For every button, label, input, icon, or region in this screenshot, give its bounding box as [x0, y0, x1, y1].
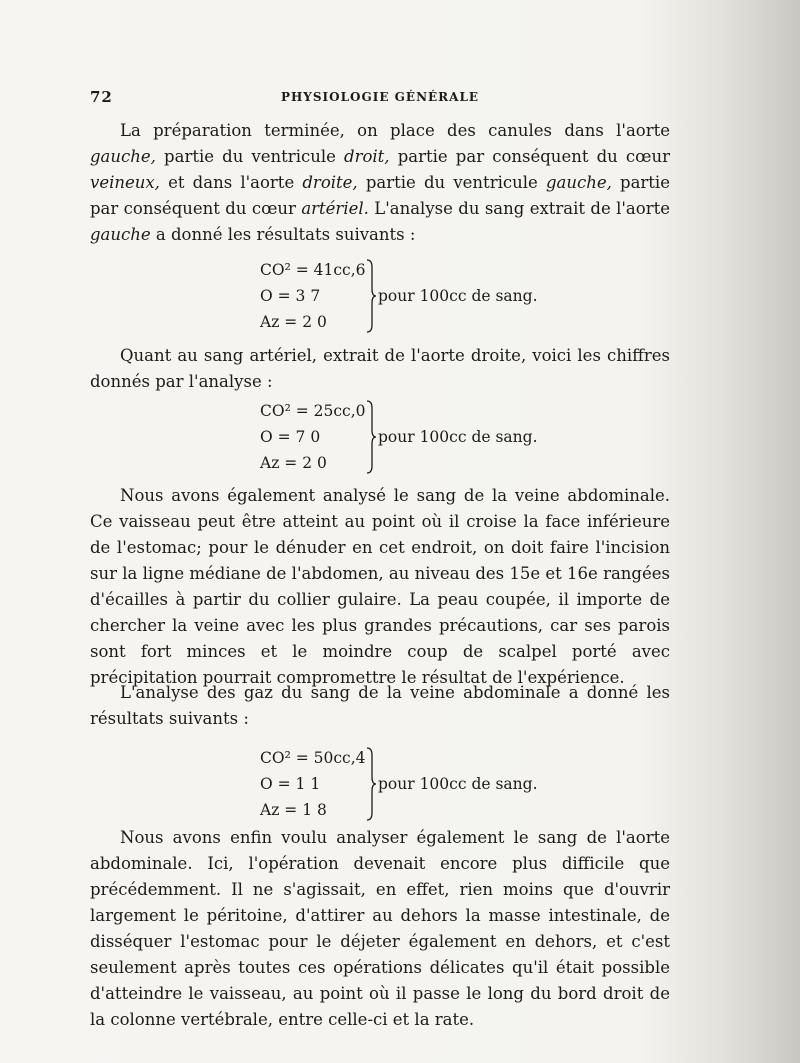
paragraph-5: Nous avons enfin voulu analyser également le sang de l'aorte abdominale. Ici, l'opération devenait encore plus difficile que précédemment. Il ne s'agissait, en effet, rien moins que d'ouvrir largement le péritoine, d'attirer au dehors la masse intestinale, de disséquer l'estomac pour le déjeter également en dehors, et c'est seulement après toutes ces opérations délicates qu'il était possible d'atteindre le vaisseau, au point où il passe le long du bord droit de la colonne vertébrale, entre celle-ci et la rate. [90, 828, 670, 1029]
paragraph-3: Nous avons également analysé le sang de la veine abdominale. Ce vaisseau peut être atteint au point où il croise la face inférieure de l'estomac; pour le dénuder en cet endroit, on doit faire l'incision sur la ligne médiane de l'abdomen, au niveau des 15e et 16e rangées d'écailles à partir du collier gulaire. La peau coupée, il importe de chercher la veine avec les plus grandes précautions, car ses parois sont fort minces et le moindre coup de scalpel porté avec précipitation pourrait compromettre le résultat de l'expérience. [90, 486, 670, 687]
co2-value: CO² = 50cc,4 [260, 749, 366, 767]
nitrogen-value: Az = 2 0 [260, 454, 327, 472]
nitrogen-value: Az = 1 8 [260, 801, 327, 819]
page-number: 72 [90, 88, 113, 106]
co2-value: CO² = 41cc,6 [260, 261, 366, 279]
brace-icon [365, 400, 377, 474]
gas-analysis-1 [260, 257, 580, 335]
paragraph-1: La préparation terminée, on place des canules dans l'aorte gauche, partie du ventricule droit, partie par conséquent du cœur veineux, et dans l'aorte droite, partie du ventricule gauche, partie par conséquent du cœur artériel. L'analyse du sang extrait de l'aorte gauche a donné les résultats suivants : [90, 121, 670, 244]
gas-analysis-3 [260, 745, 580, 823]
paragraph-2: Quant au sang artériel, extrait de l'aorte droite, voici les chiffres donnés par l'analyse : [90, 346, 670, 391]
unit-note: pour 100cc de sang. [378, 287, 538, 305]
oxygen-value: O = 1 1 [260, 775, 321, 793]
oxygen-value: O = 7 0 [260, 428, 321, 446]
brace-icon [365, 259, 377, 333]
running-title: PHYSIOLOGIE GÉNÉRALE [280, 90, 480, 104]
unit-note: pour 100cc de sang. [378, 428, 538, 446]
oxygen-value: O = 3 7 [260, 287, 321, 305]
brace-icon [365, 747, 377, 821]
paragraph-4: L'analyse des gaz du sang de la veine abdominale a donné les résultats suivants : [90, 683, 670, 728]
unit-note: pour 100cc de sang. [378, 775, 538, 793]
co2-value: CO² = 25cc,0 [260, 402, 366, 420]
page-header [90, 88, 670, 110]
nitrogen-value: Az = 2 0 [260, 313, 327, 331]
gas-analysis-2 [260, 398, 580, 476]
